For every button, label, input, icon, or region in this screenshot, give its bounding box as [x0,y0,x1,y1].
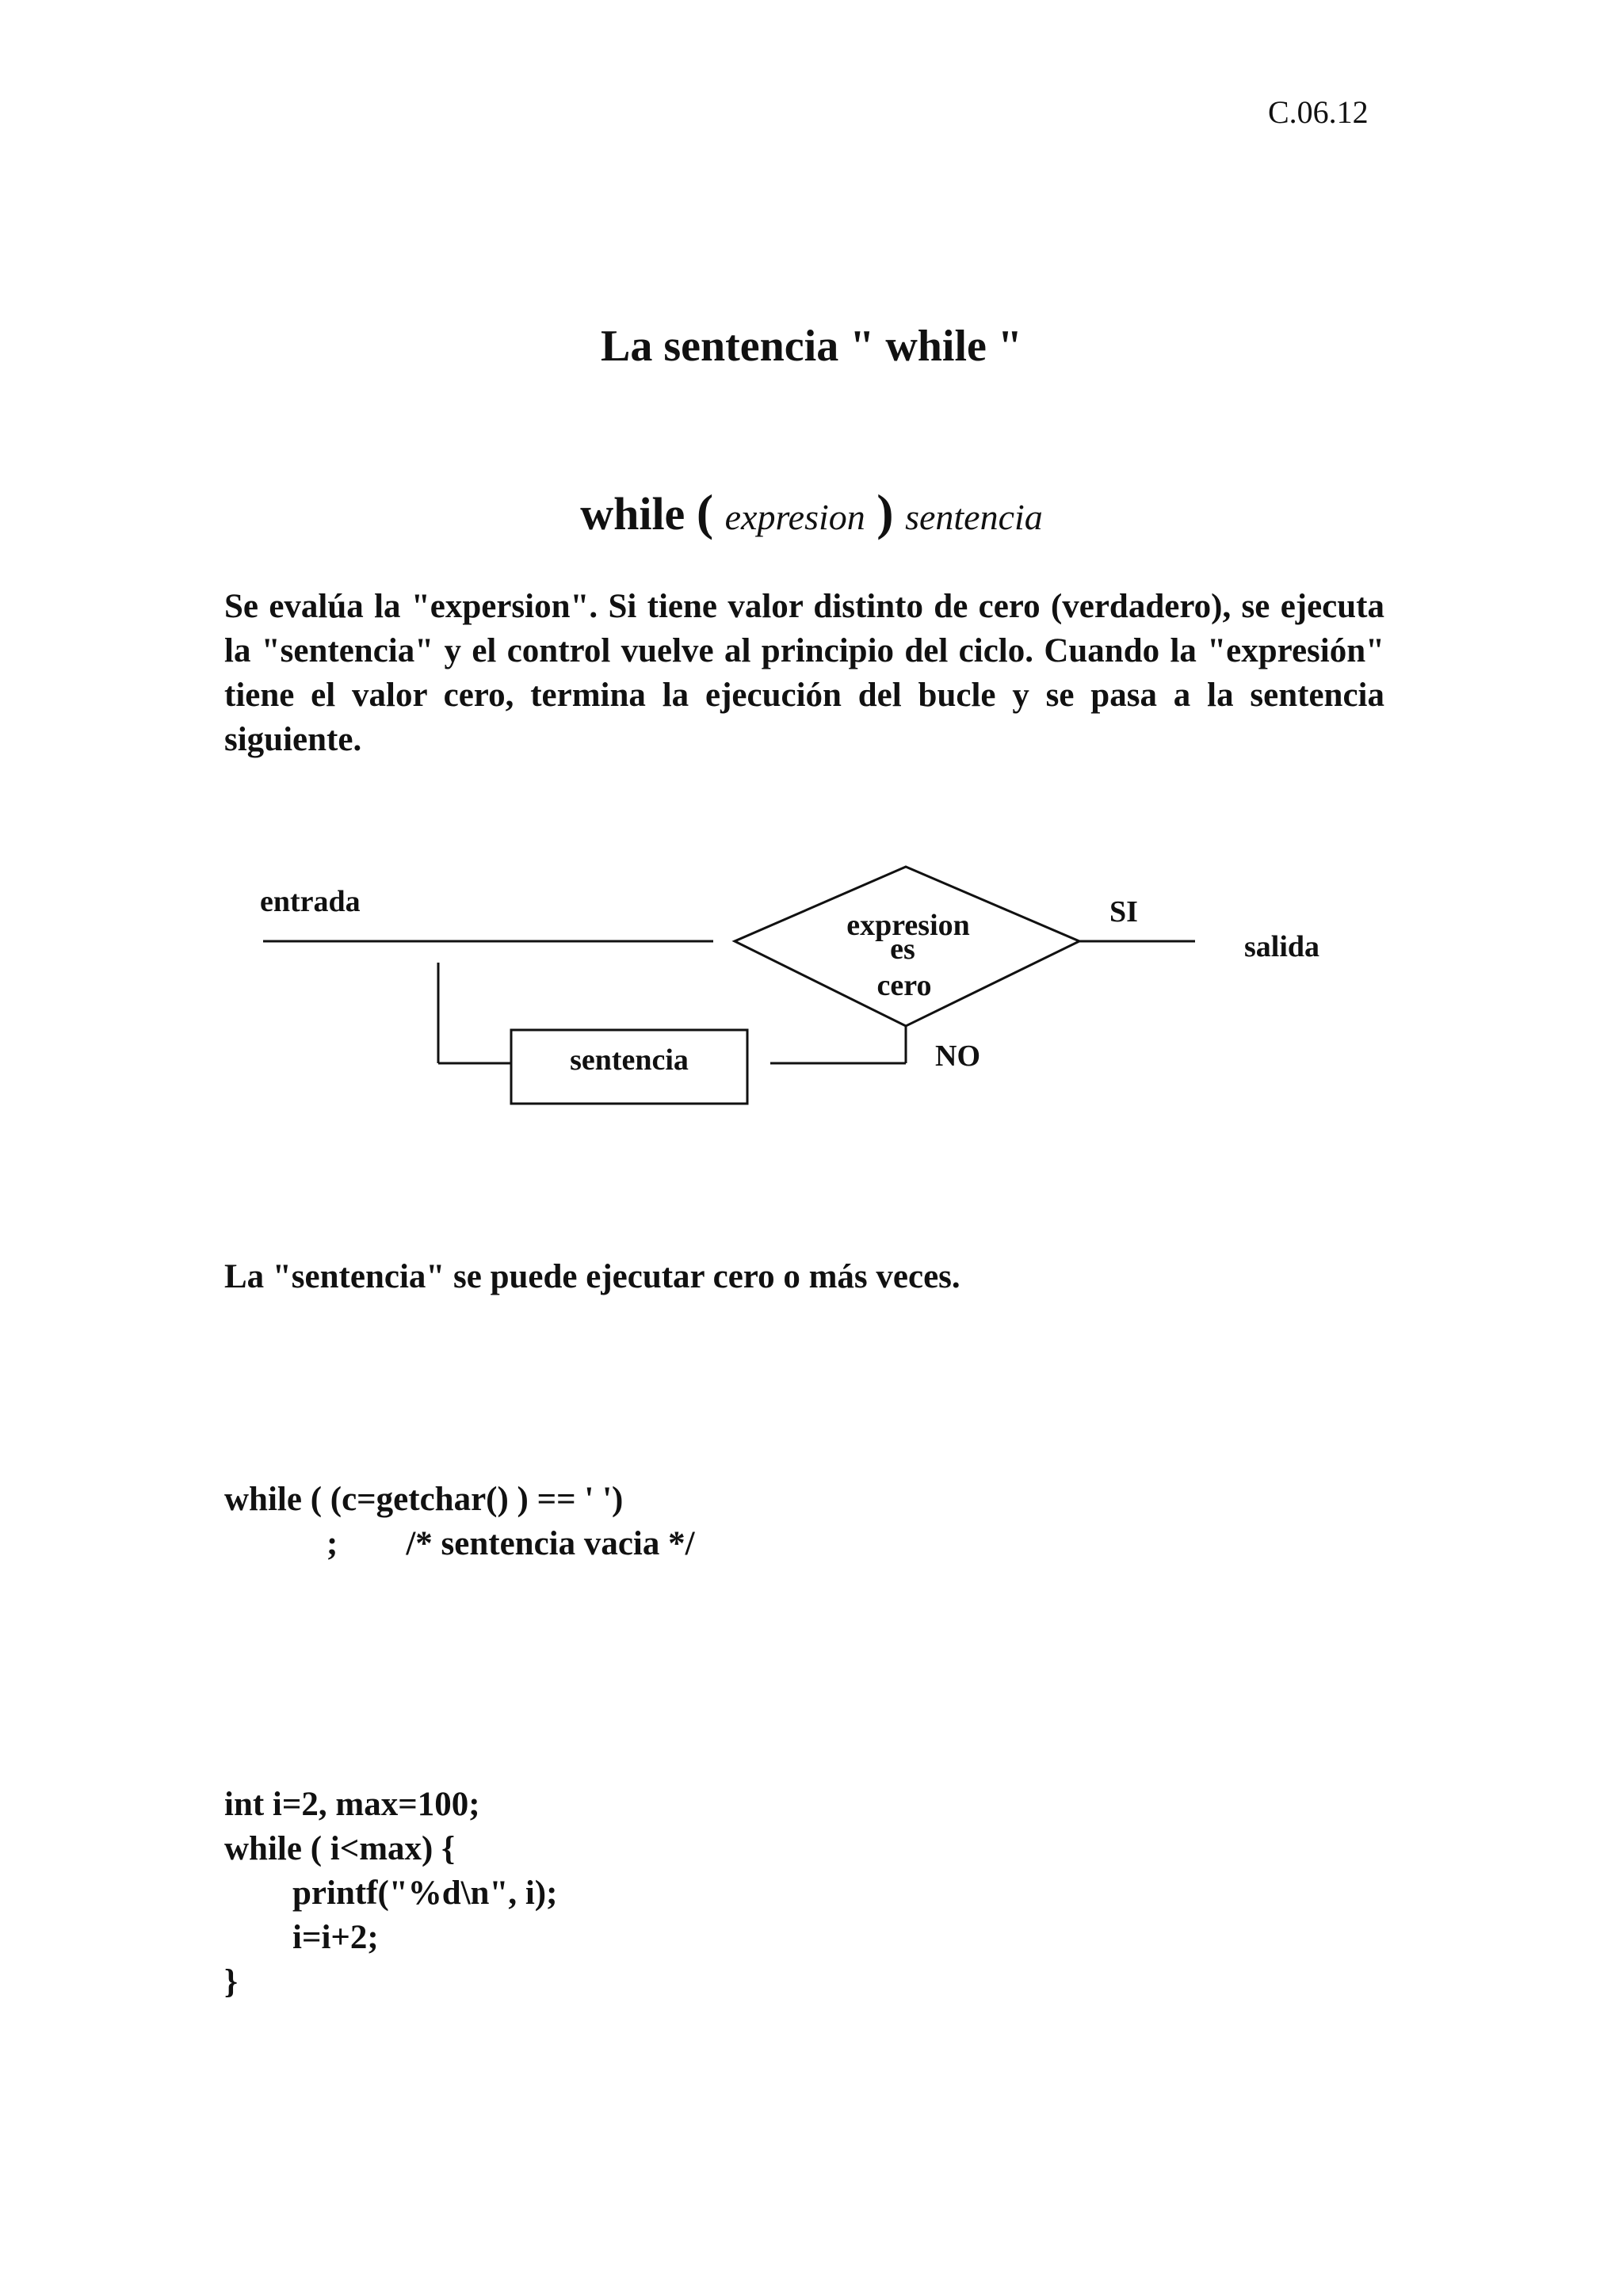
yes-label: SI [1109,895,1138,929]
code-example-2: int i=2, max=100; while ( i<max) { printf("%d\n", i); i=i+2; } [224,1786,558,2000]
syntax-open-paren: ( [696,484,714,540]
statement-label: sentencia [570,1043,689,1077]
decision-text-1: expresion [846,909,970,942]
syntax-expression: expresion [724,497,865,537]
page-code: C.06.12 [1268,94,1369,130]
page-title: La sentencia " while " [601,322,1022,371]
syntax-keyword: while [580,488,685,540]
syntax-close-paren: ) [876,484,894,540]
exit-label: salida [1244,930,1320,963]
note-text: La "sentencia" se puede ejecutar cero o más veces. [224,1258,960,1295]
syntax-statement: sentencia [905,497,1043,537]
decision-text-3: cero [876,969,932,1002]
code-example-1: while ( (c=getchar() ) == ' ') ; /* sentencia vacia */ [224,1481,695,1562]
entry-label: entrada [260,885,361,918]
decision-text-2: es [890,933,915,966]
no-label: NO [935,1039,980,1073]
description-paragraph: Se evalúa la "expersion". Si tiene valor distinto de cero (verdadero), se ejecuta la "sentencia" y el control vuelve al principio del ciclo. Cuando la "expresión" tiene el valor cero, termina la ejecución del bucle y se pasa a la sentencia siguiente. [224,588,1384,758]
